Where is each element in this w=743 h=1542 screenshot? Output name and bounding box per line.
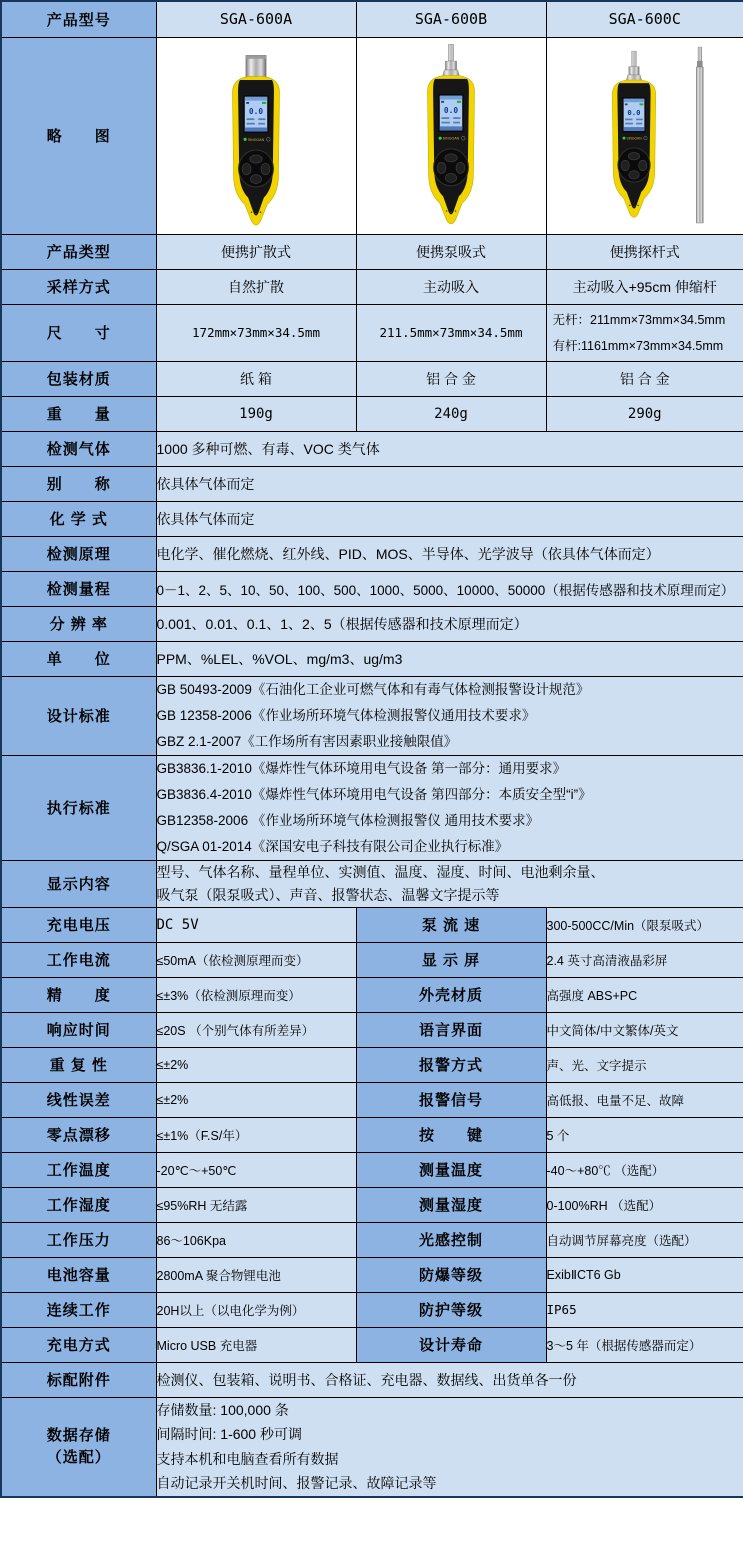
- sketch-cell-a: [156, 37, 356, 234]
- storage-row-label: [1, 1397, 156, 1497]
- type-a: 便携扩散式: [156, 234, 356, 269]
- storage-line2: 间隔时间: 1-600 秒可调: [156, 1426, 302, 1442]
- charging-method-value: Micro USB 充电器: [156, 1327, 356, 1362]
- explosion-rating-value: ExibⅡCT6 Gb: [546, 1257, 743, 1292]
- alarm-mode-label: 报警方式: [356, 1047, 546, 1082]
- zero-drift-label: 零点漂移: [1, 1117, 156, 1152]
- buttons-label: 按 键: [356, 1117, 546, 1152]
- storage-line3: 支持本机和电脑查看所有数据: [156, 1450, 339, 1467]
- spec-row-working-temp: [1, 1152, 743, 1187]
- working-temp-label: 工作温度: [1, 1152, 156, 1187]
- resolution-row: [1, 606, 743, 641]
- device-b-brand: SINGOAN: [442, 136, 460, 141]
- dimension-b: 211.5mm×73mm×34.5mm: [356, 304, 546, 361]
- range-row-label: 检测量程: [1, 571, 156, 606]
- spec-row-repeatability: [1, 1047, 743, 1082]
- alarm-signal-label: 报警信号: [356, 1082, 546, 1117]
- battery-capacity-value: 2800mA 聚合物锂电池: [156, 1257, 356, 1292]
- design-standard-value: [156, 676, 743, 755]
- sampling-b: 主动吸入: [356, 269, 546, 304]
- display-content-line2: 吸气泵（限泵吸式）、声音、报警状态、温馨文字提示等: [156, 886, 500, 903]
- design-standard-line2: GB 12358-2006《作业场所环境气体检测报警仪通用技术要求》: [156, 707, 536, 723]
- sketch-row: [1, 37, 743, 234]
- measure-temp-label: 测量温度: [356, 1152, 546, 1187]
- dimension-c-line1: 无杆：211mm×73mm×34.5mm: [552, 312, 726, 327]
- display-screen-label: 显 示 屏: [356, 942, 546, 977]
- sketch-cell-c: [546, 37, 743, 234]
- display-content-value: [156, 860, 743, 907]
- exec-standard-line3: GB12358-2006 《作业场所环境气体检测报警仪 通用技术要求》: [156, 812, 540, 828]
- working-current-value: ≤50mA（依检测原理而变）: [156, 942, 356, 977]
- measure-humidity-label: 测量湿度: [356, 1187, 546, 1222]
- protection-rating-value: IP65: [546, 1292, 743, 1327]
- sampling-a: 自然扩散: [156, 269, 356, 304]
- packaging-row-label: 包装材质: [1, 361, 156, 396]
- alias-row-value: 依具体气体而定: [156, 466, 743, 501]
- dimension-c: [546, 304, 743, 361]
- display-content-label: 显示内容: [1, 860, 156, 907]
- spec-row-battery-capacity: [1, 1257, 743, 1292]
- dimension-row-label: 尺 寸: [1, 304, 156, 361]
- response-time-label: 响应时间: [1, 1012, 156, 1047]
- sketch-row-label: 略 图: [1, 37, 156, 234]
- device-b-illustration: [395, 42, 507, 230]
- zero-drift-value: ≤±1%（F.S/年）: [156, 1117, 356, 1152]
- accessory-row-label: 标配附件: [1, 1362, 156, 1397]
- battery-capacity-label: 电池容量: [1, 1257, 156, 1292]
- model-c: SGA-600C: [546, 1, 743, 37]
- device-a-illustration: [200, 43, 312, 229]
- repeatability-label: 重 复 性: [1, 1047, 156, 1082]
- model-a: SGA-600A: [156, 1, 356, 37]
- type-b: 便携泵吸式: [356, 234, 546, 269]
- resolution-row-label: 分 辨 率: [1, 606, 156, 641]
- dimension-row: [1, 304, 743, 361]
- sampling-c: 主动吸入+95cm 伸缩杆: [546, 269, 743, 304]
- design-life-label: 设计寿命: [356, 1327, 546, 1362]
- model-row: [1, 1, 743, 37]
- resolution-row-value: 0.001、0.01、0.1、1、2、5（根据传感器和技术原理而定）: [156, 606, 743, 641]
- storage-row-value: [156, 1397, 743, 1497]
- pump-flow-value: 300-500CC/Min（限泵吸式）: [546, 907, 743, 942]
- type-c: 便携探杆式: [546, 234, 743, 269]
- gas-row-label: 检测气体: [1, 431, 156, 466]
- device-a-screen-value: 0.0: [248, 106, 264, 116]
- sampling-row: [1, 269, 743, 304]
- weight-b: 240g: [356, 396, 546, 431]
- accessory-row-value: 检测仪、包装箱、说明书、合格证、充电器、数据线、出货单各一份: [156, 1362, 743, 1397]
- exec-standard-value: [156, 755, 743, 860]
- storage-line1: 存储数量: 100,000 条: [156, 1401, 289, 1418]
- type-row: [1, 234, 743, 269]
- spec-row-response-time: [1, 1012, 743, 1047]
- exec-standard-line2: GB3836.4-2010《爆炸性气体环境用电气设备 第四部分：本质安全型“i”》: [156, 786, 592, 802]
- alarm-mode-value: 声、光、文字提示: [546, 1047, 743, 1082]
- alarm-signal-value: 高低报、电量不足、故障: [546, 1082, 743, 1117]
- packaging-c: 铝 合 金: [546, 361, 743, 396]
- unit-row-label: 单 位: [1, 641, 156, 676]
- principle-row-label: 检测原理: [1, 536, 156, 571]
- principle-row-value: 电化学、催化燃烧、红外线、PID、MOS、半导体、光学波导（依具体气体而定）: [156, 536, 743, 571]
- light-control-value: 自动调节屏幕亮度（选配）: [546, 1222, 743, 1257]
- spec-row-charging-method: [1, 1327, 743, 1362]
- shell-material-value: 高强度 ABS+PC: [546, 977, 743, 1012]
- type-row-label: 产品类型: [1, 234, 156, 269]
- charge-voltage-label: 充电电压: [1, 907, 156, 942]
- exec-standard-line4: Q/SGA 01-2014《深国安电子科技有限公司企业执行标准》: [156, 838, 509, 854]
- spec-row-zero-drift: [1, 1117, 743, 1152]
- unit-row-value: PPM、%LEL、%VOL、mg/m3、ug/m3: [156, 641, 743, 676]
- model-row-label: 产品型号: [1, 1, 156, 37]
- repeatability-value: ≤±2%: [156, 1047, 356, 1082]
- sampling-row-label: 采样方式: [1, 269, 156, 304]
- alias-row-label: 别 称: [1, 466, 156, 501]
- accessory-row: [1, 1362, 743, 1397]
- device-b-screen-value: 0.0: [443, 105, 459, 115]
- spec-row-accuracy: [1, 977, 743, 1012]
- exec-standard-row: [1, 755, 743, 860]
- explosion-rating-label: 防爆等级: [356, 1257, 546, 1292]
- pump-flow-label: 泵 流 速: [356, 907, 546, 942]
- weight-row-label: 重 量: [1, 396, 156, 431]
- measure-temp-value: -40～+80℃ （选配）: [546, 1152, 743, 1187]
- design-standard-line3: GBZ 2.1-2007《工作场所有害因素职业接触限值》: [156, 733, 458, 749]
- light-control-label: 光感控制: [356, 1222, 546, 1257]
- working-temp-value: -20℃～+50℃: [156, 1152, 356, 1187]
- storage-label-line1: 数据存储: [46, 1426, 111, 1444]
- charge-voltage-value: DC 5V: [156, 907, 356, 942]
- accuracy-value: ≤±3%（依检测原理而变）: [156, 977, 356, 1012]
- continuous-work-label: 连续工作: [1, 1292, 156, 1327]
- accuracy-label: 精 度: [1, 977, 156, 1012]
- working-current-label: 工作电流: [1, 942, 156, 977]
- spec-row-working-current: [1, 942, 743, 977]
- buttons-value: 5 个: [546, 1117, 743, 1152]
- packaging-b: 铝 合 金: [356, 361, 546, 396]
- spec-row-continuous-work: [1, 1292, 743, 1327]
- measure-humidity-value: 0-100%RH （选配）: [546, 1187, 743, 1222]
- spec-row-linearity-error: [1, 1082, 743, 1117]
- working-pressure-value: 86～106Kpa: [156, 1222, 356, 1257]
- design-life-value: 3～5 年（根据传感器而定）: [546, 1327, 743, 1362]
- response-time-value: ≤20S （个别气体有所差异）: [156, 1012, 356, 1047]
- device-c-screen-value: 0.0: [627, 107, 641, 117]
- weight-row: [1, 396, 743, 431]
- device-c-illustration: [582, 49, 686, 223]
- formula-row-label: 化 学 式: [1, 501, 156, 536]
- spec-row-charge-voltage: [1, 907, 743, 942]
- spec-row-working-humidity: [1, 1187, 743, 1222]
- gas-row: [1, 431, 743, 466]
- formula-row: [1, 501, 743, 536]
- range-row-value: 0－1、2、5、10、50、100、500、1000、5000、10000、50000（根据传感器和技术原理而定）: [156, 571, 743, 606]
- range-row: [1, 571, 743, 606]
- language-value: 中文简体/中文繁体/英文: [546, 1012, 743, 1047]
- working-pressure-label: 工作压力: [1, 1222, 156, 1257]
- weight-c: 290g: [546, 396, 743, 431]
- gas-row-value: 1000 多种可燃、有毒、VOC 类气体: [156, 431, 743, 466]
- design-standard-line1: GB 50493-2009《石油化工企业可燃气体和有毒气体检测报警设计规范》: [156, 681, 590, 697]
- language-label: 语言界面: [356, 1012, 546, 1047]
- storage-row: [1, 1397, 743, 1497]
- dimension-c-line2: 有杆:1161mm×73mm×34.5mm: [552, 338, 724, 353]
- display-screen-value: 2.4 英寸高清液晶彩屏: [546, 942, 743, 977]
- spec-row-working-pressure: [1, 1222, 743, 1257]
- protection-rating-label: 防护等级: [356, 1292, 546, 1327]
- shell-material-label: 外壳材质: [356, 977, 546, 1012]
- formula-row-value: 依具体气体而定: [156, 501, 743, 536]
- sketch-cell-b: [356, 37, 546, 234]
- device-c-brand: SINGOAN: [626, 135, 642, 140]
- model-b: SGA-600B: [356, 1, 546, 37]
- packaging-row: [1, 361, 743, 396]
- charging-method-label: 充电方式: [1, 1327, 156, 1362]
- telescopic-rod-illustration: [692, 45, 708, 227]
- design-standard-row: [1, 676, 743, 755]
- display-content-row: [1, 860, 743, 907]
- linearity-error-value: ≤±2%: [156, 1082, 356, 1117]
- principle-row: [1, 536, 743, 571]
- linearity-error-label: 线性误差: [1, 1082, 156, 1117]
- design-standard-label: 设计标准: [1, 676, 156, 755]
- continuous-work-value: 20H以上（以电化学为例）: [156, 1292, 356, 1327]
- storage-line4: 自动记录开关机时间、报警记录、故障记录等: [156, 1475, 437, 1491]
- exec-standard-line1: GB3836.1-2010《爆炸性气体环境用电气设备 第一部分：通用要求》: [156, 760, 567, 776]
- storage-label-line2: （选配）: [46, 1448, 111, 1466]
- dimension-a: 172mm×73mm×34.5mm: [156, 304, 356, 361]
- alias-row: [1, 466, 743, 501]
- packaging-a: 纸 箱: [156, 361, 356, 396]
- exec-standard-label: 执行标准: [1, 755, 156, 860]
- device-a-brand: SINGOAN: [247, 137, 265, 142]
- working-humidity-value: ≤95%RH 无结露: [156, 1187, 356, 1222]
- working-humidity-label: 工作湿度: [1, 1187, 156, 1222]
- unit-row: [1, 641, 743, 676]
- display-content-line1: 型号、气体名称、量程单位、实测值、温度、湿度、时间、电池剩余量、: [156, 863, 605, 880]
- weight-a: 190g: [156, 396, 356, 431]
